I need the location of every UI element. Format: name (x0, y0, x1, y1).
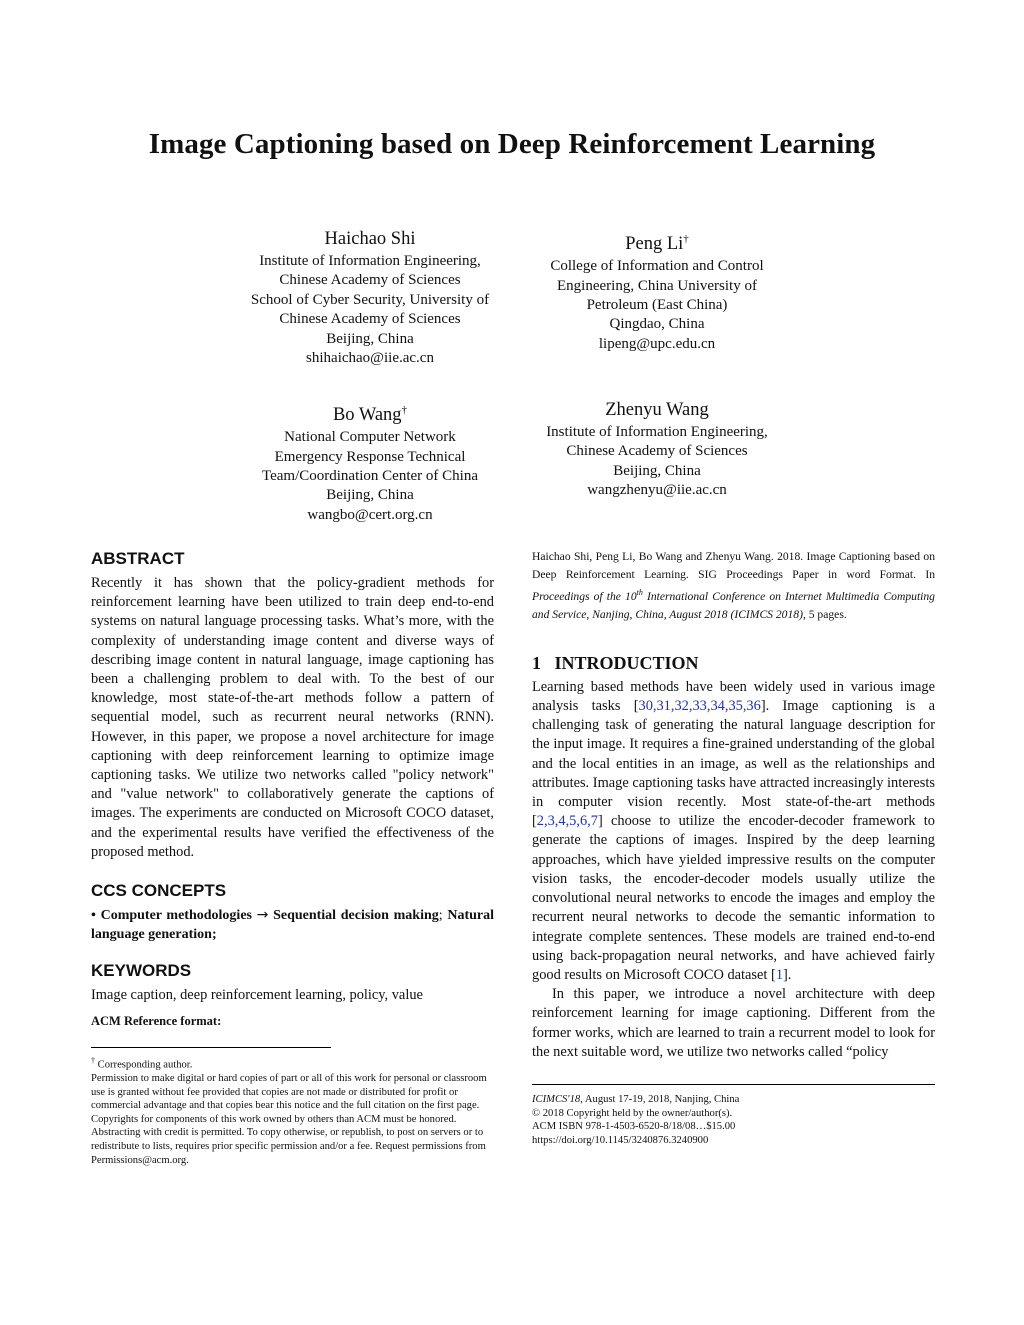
reference-format-text: Haichao Shi, Peng Li, Bo Wang and Zhenyu Wang. 2018. Image Captioning based on Deep Reinforcement Learning. SIG Proceedings Paper in word Format. In Proceedings of the 10th International Conference on Internet Multimedia Computing and Service, Nanjing, China, August 2018 (ICIMCS 2018), 5 pages. (532, 550, 935, 621)
intro-paragraph-2: In this paper, we introduce a novel architecture with deep reinforcement learning for image captioning. Different from the former works, which are learned to train a recurrent model to look for the next suitable word, we utilize two networks called “policy (532, 986, 935, 1060)
author-email: wangbo@cert.org.cn (307, 506, 433, 523)
author-affiliation: Engineering, China University of (557, 277, 757, 294)
citation-link[interactable]: 1 (775, 966, 784, 983)
ccs-heading: CCS CONCEPTS (91, 881, 227, 901)
keywords-text: Image caption, deep reinforcement learning, policy, value (91, 987, 423, 1004)
author-affiliation: School of Cyber Security, University of (250, 291, 490, 308)
dagger-mark: † (401, 404, 408, 416)
author-affiliation: Institute of Information Engineering, (259, 253, 481, 269)
author-block-3 (220, 398, 520, 525)
author-affiliation: Beijing, China (613, 462, 701, 479)
author-affiliation: Petroleum (East China) (586, 296, 728, 313)
dagger-mark: † (683, 233, 689, 245)
keywords-heading: KEYWORDS (91, 961, 192, 981)
conference-divider (532, 1084, 935, 1085)
author-affiliation: Chinese Academy of Sciences (566, 443, 748, 460)
citation-link[interactable]: 2,3,4,5,6,7 (536, 813, 598, 830)
author-name: Haichao Shi (324, 229, 416, 249)
author-affiliation: Chinese Academy of Sciences (279, 272, 461, 289)
doi-link[interactable]: https://doi.org/10.1145/3240876.3240900 (532, 1134, 709, 1146)
footnote-divider (91, 1047, 331, 1048)
author-email: wangzhenyu@iie.ac.cn (587, 482, 727, 499)
author-name: Peng Li† (625, 233, 689, 255)
intro-paragraph-1: Learning based methods have been widely used in various image analysis tasks [30,31,32,33,34,35,36]. Image captioning is a challenging task of generating the natural language description for the input image. It requires a fine-grained understanding of the global and the local entities in an image, as well as the relationships and attributes. Image captioning tasks have attracted increasingly interests in computer vision recently. Most state-of-the-art methods [2,3,4,5,6,7] choose to utilize the encoder-decoder framework to generate the captions of images. Inspired by the deep learning approaches, which have yielded impressive results on the computer vision tasks, the encoder-decoder models usually utilize the convolutional neural networks to encode the images and employ the recurrent neural networks to decode the semantic information to integrate complete sentences. These models are trained end-to-end using back-propagation neural networks, and have achieved fairly good results on Microsoft COCO dataset [1]. (532, 678, 936, 983)
author-email: lipeng@upc.edu.cn (598, 335, 716, 352)
author-name: Bo Wang† (332, 404, 408, 426)
conference-info: ICIMCS'18, August 17-19, 2018, Nanjing, China © 2018 Copyright held by the owner/author(s). ACM ISBN 978-1-4503-6520-8/18/08…$15.00 https://doi.org/10.1145/3240876.3240900 (532, 1093, 935, 1147)
author-affiliation: Team/Coordination Center of China (262, 467, 478, 484)
author-affiliation: National Computer Network (284, 429, 456, 446)
author-affiliation: Chinese Academy of Sciences (279, 311, 461, 328)
paper-title: Image Captioning based on Deep Reinforcement Learning (148, 128, 876, 160)
author-affiliation: Beijing, China (326, 487, 414, 504)
right-arrow-icon: → (256, 907, 269, 924)
ccs-bullet: • (91, 908, 96, 924)
author-affiliation: Emergency Response Technical (274, 448, 466, 465)
author-affiliation: Qingdao, China (609, 316, 705, 333)
abstract-text: Recently it has shown that the policy-gradient methods for reinforcement learning have been utilized to train deep end-to-end systems on natural language processing tasks. What’s more, with the complexity of understanding image content and diverse ways of describing image content in natural language, image captioning has been a challenging problem to deal with. To the best of our knowledge, most state-of-the-art methods follow a pattern of sequential model, such as recurrent neural networks (RNN). However, in this paper, we propose a novel architecture for image captioning with deep reinforcement learning to optimize image captioning tasks. We utilize two networks called "policy network" and "value network" to collaboratively generate the captions of images. The experiments are conducted on Microsoft COCO dataset, and the experimental results have verified the effectiveness of the proposed method. (91, 575, 494, 860)
author-affiliation: College of Information and Control (550, 258, 764, 275)
author-block-2 (507, 227, 807, 354)
right-column (532, 548, 935, 1147)
acm-reference-label: ACM Reference format: (91, 1013, 222, 1028)
citation-link[interactable]: 30,31,32,33,34,35,36 (638, 698, 761, 715)
abstract-heading: ABSTRACT (91, 549, 185, 568)
left-column (91, 548, 494, 1167)
ccs-concepts: • Computer methodologies → Sequential decision making; Natural language generation; (91, 907, 495, 943)
author-name: Zhenyu Wang (605, 400, 709, 420)
author-block-1 (220, 227, 520, 368)
footnote: † Corresponding author. Permission to make digital or hard copies of part or all of this work for personal or classroom use is granted without fee provided that copies are not made or distributed for profit or commercial advantage and that copies bear this notice and the full citation on the first page. Copyrights for components of this work owned by others than ACM must be honored. Abstracting with credit is permitted. To copy otherwise, or republish, to post on servers or to redistribute to lists, requires prior specific permission and/or a fee. Request permissions from Permissions@acm.org. (91, 1055, 487, 1166)
author-affiliation: Beijing, China (326, 330, 414, 347)
author-block-4 (507, 398, 807, 501)
author-email: shihaichao@iie.ac.cn (306, 350, 434, 367)
introduction-heading: 1 INTRODUCTION (532, 652, 699, 673)
author-affiliation: Institute of Information Engineering, (546, 424, 768, 440)
